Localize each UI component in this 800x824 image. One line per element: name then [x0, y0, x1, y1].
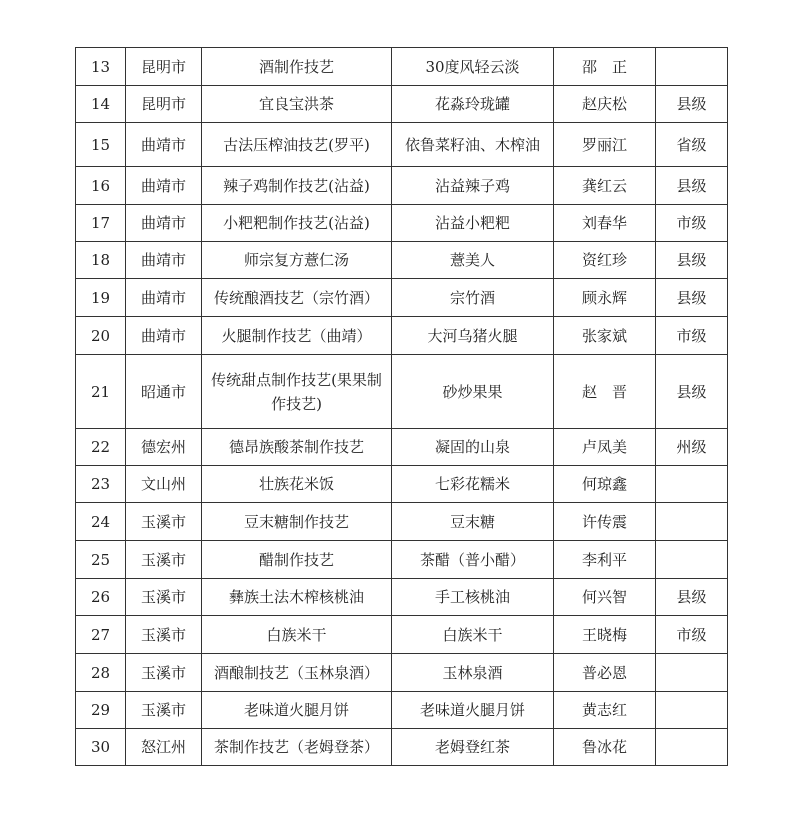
level-cell: 县级	[656, 86, 728, 123]
row-number-cell: 24	[76, 503, 126, 541]
table-row	[76, 616, 728, 654]
level-cell	[656, 729, 728, 766]
city-cell: 文山州	[126, 466, 202, 503]
level-cell: 县级	[656, 279, 728, 317]
city-cell: 玉溪市	[126, 579, 202, 616]
level-cell: 市级	[656, 317, 728, 355]
table-row	[76, 86, 728, 123]
inheritor-cell: 何琼鑫	[554, 466, 656, 503]
row-number-cell: 27	[76, 616, 126, 654]
product-name-cell: 玉林泉酒	[392, 654, 554, 692]
level-cell	[656, 541, 728, 579]
level-cell: 县级	[656, 355, 728, 429]
product-name-cell: 豆末糖	[392, 503, 554, 541]
skill-name-cell: 彝族土法木榨核桃油	[202, 579, 392, 616]
table-body	[76, 48, 728, 766]
row-number-cell: 15	[76, 123, 126, 167]
product-name-cell: 七彩花糯米	[392, 466, 554, 503]
inheritor-cell: 赵庆松	[554, 86, 656, 123]
city-cell: 玉溪市	[126, 541, 202, 579]
level-cell: 县级	[656, 579, 728, 616]
product-name-cell: 花淼玲珑罐	[392, 86, 554, 123]
inheritor-cell: 罗丽江	[554, 123, 656, 167]
city-cell: 曲靖市	[126, 242, 202, 279]
row-number-cell: 26	[76, 579, 126, 616]
level-cell: 县级	[656, 167, 728, 205]
product-name-cell: 沾益辣子鸡	[392, 167, 554, 205]
skill-name-cell: 辣子鸡制作技艺(沾益)	[202, 167, 392, 205]
inheritor-cell: 何兴智	[554, 579, 656, 616]
skill-name-cell: 师宗复方薏仁汤	[202, 242, 392, 279]
skill-name-cell: 酒酿制技艺（玉林泉酒）	[202, 654, 392, 692]
city-cell: 曲靖市	[126, 279, 202, 317]
skill-name-cell: 茶制作技艺（老姆登茶）	[202, 729, 392, 766]
inheritor-cell: 普必恩	[554, 654, 656, 692]
inheritor-cell: 李利平	[554, 541, 656, 579]
row-number-cell: 16	[76, 167, 126, 205]
level-cell	[656, 48, 728, 86]
row-number-cell: 21	[76, 355, 126, 429]
inheritor-cell: 鲁冰花	[554, 729, 656, 766]
skill-name-cell: 宜良宝洪茶	[202, 86, 392, 123]
product-name-cell: 沾益小粑粑	[392, 205, 554, 242]
level-cell	[656, 466, 728, 503]
heritage-table	[75, 47, 728, 766]
inheritor-cell: 邵 正	[554, 48, 656, 86]
table-row	[76, 579, 728, 616]
inheritor-cell: 许传震	[554, 503, 656, 541]
city-cell: 曲靖市	[126, 205, 202, 242]
city-cell: 玉溪市	[126, 654, 202, 692]
level-cell: 州级	[656, 429, 728, 466]
city-cell: 玉溪市	[126, 503, 202, 541]
product-name-cell: 凝固的山泉	[392, 429, 554, 466]
row-number-cell: 13	[76, 48, 126, 86]
city-cell: 曲靖市	[126, 167, 202, 205]
table-row	[76, 429, 728, 466]
table-row	[76, 242, 728, 279]
inheritor-cell: 黄志红	[554, 692, 656, 729]
city-cell: 曲靖市	[126, 123, 202, 167]
table-row	[76, 541, 728, 579]
skill-name-cell: 豆末糖制作技艺	[202, 503, 392, 541]
table-row	[76, 692, 728, 729]
city-cell: 德宏州	[126, 429, 202, 466]
city-cell: 玉溪市	[126, 692, 202, 729]
product-name-cell: 白族米干	[392, 616, 554, 654]
inheritor-cell: 刘春华	[554, 205, 656, 242]
row-number-cell: 17	[76, 205, 126, 242]
table-row	[76, 654, 728, 692]
product-name-cell: 宗竹酒	[392, 279, 554, 317]
product-name-cell: 老味道火腿月饼	[392, 692, 554, 729]
skill-name-cell: 酒制作技艺	[202, 48, 392, 86]
table-row	[76, 466, 728, 503]
product-name-cell: 老姆登红茶	[392, 729, 554, 766]
table-row	[76, 355, 728, 429]
skill-name-cell: 小粑粑制作技艺(沾益)	[202, 205, 392, 242]
skill-name-cell: 火腿制作技艺（曲靖）	[202, 317, 392, 355]
table-row	[76, 167, 728, 205]
product-name-cell: 依鲁菜籽油、木榨油	[392, 123, 554, 167]
skill-name-cell: 醋制作技艺	[202, 541, 392, 579]
inheritor-cell: 张家斌	[554, 317, 656, 355]
city-cell: 怒江州	[126, 729, 202, 766]
inheritor-cell: 王晓梅	[554, 616, 656, 654]
row-number-cell: 19	[76, 279, 126, 317]
product-name-cell: 砂炒果果	[392, 355, 554, 429]
inheritor-cell: 顾永辉	[554, 279, 656, 317]
table-row	[76, 503, 728, 541]
row-number-cell: 29	[76, 692, 126, 729]
table-row	[76, 205, 728, 242]
skill-name-cell: 老味道火腿月饼	[202, 692, 392, 729]
level-cell: 县级	[656, 242, 728, 279]
level-cell: 省级	[656, 123, 728, 167]
city-cell: 玉溪市	[126, 616, 202, 654]
row-number-cell: 22	[76, 429, 126, 466]
row-number-cell: 28	[76, 654, 126, 692]
level-cell	[656, 654, 728, 692]
skill-name-cell: 德昂族酸茶制作技艺	[202, 429, 392, 466]
inheritor-cell: 资红珍	[554, 242, 656, 279]
table-row	[76, 317, 728, 355]
product-name-cell: 手工核桃油	[392, 579, 554, 616]
inheritor-cell: 赵 晋	[554, 355, 656, 429]
skill-name-cell: 传统甜点制作技艺(果果制作技艺)	[202, 355, 392, 429]
city-cell: 昆明市	[126, 48, 202, 86]
level-cell	[656, 503, 728, 541]
row-number-cell: 25	[76, 541, 126, 579]
table-row	[76, 48, 728, 86]
row-number-cell: 30	[76, 729, 126, 766]
row-number-cell: 23	[76, 466, 126, 503]
row-number-cell: 18	[76, 242, 126, 279]
row-number-cell: 14	[76, 86, 126, 123]
level-cell: 市级	[656, 616, 728, 654]
table-row	[76, 729, 728, 766]
row-number-cell: 20	[76, 317, 126, 355]
skill-name-cell: 壮族花米饭	[202, 466, 392, 503]
product-name-cell: 薏美人	[392, 242, 554, 279]
skill-name-cell: 传统酿酒技艺（宗竹酒）	[202, 279, 392, 317]
product-name-cell: 茶醋（普小醋）	[392, 541, 554, 579]
product-name-cell: 30度风轻云淡	[392, 48, 554, 86]
city-cell: 昆明市	[126, 86, 202, 123]
level-cell: 市级	[656, 205, 728, 242]
skill-name-cell: 古法压榨油技艺(罗平)	[202, 123, 392, 167]
inheritor-cell: 卢凤美	[554, 429, 656, 466]
product-name-cell: 大河乌猪火腿	[392, 317, 554, 355]
city-cell: 昭通市	[126, 355, 202, 429]
skill-name-cell: 白族米干	[202, 616, 392, 654]
city-cell: 曲靖市	[126, 317, 202, 355]
table-row	[76, 279, 728, 317]
level-cell	[656, 692, 728, 729]
table-row	[76, 123, 728, 167]
inheritor-cell: 龚红云	[554, 167, 656, 205]
